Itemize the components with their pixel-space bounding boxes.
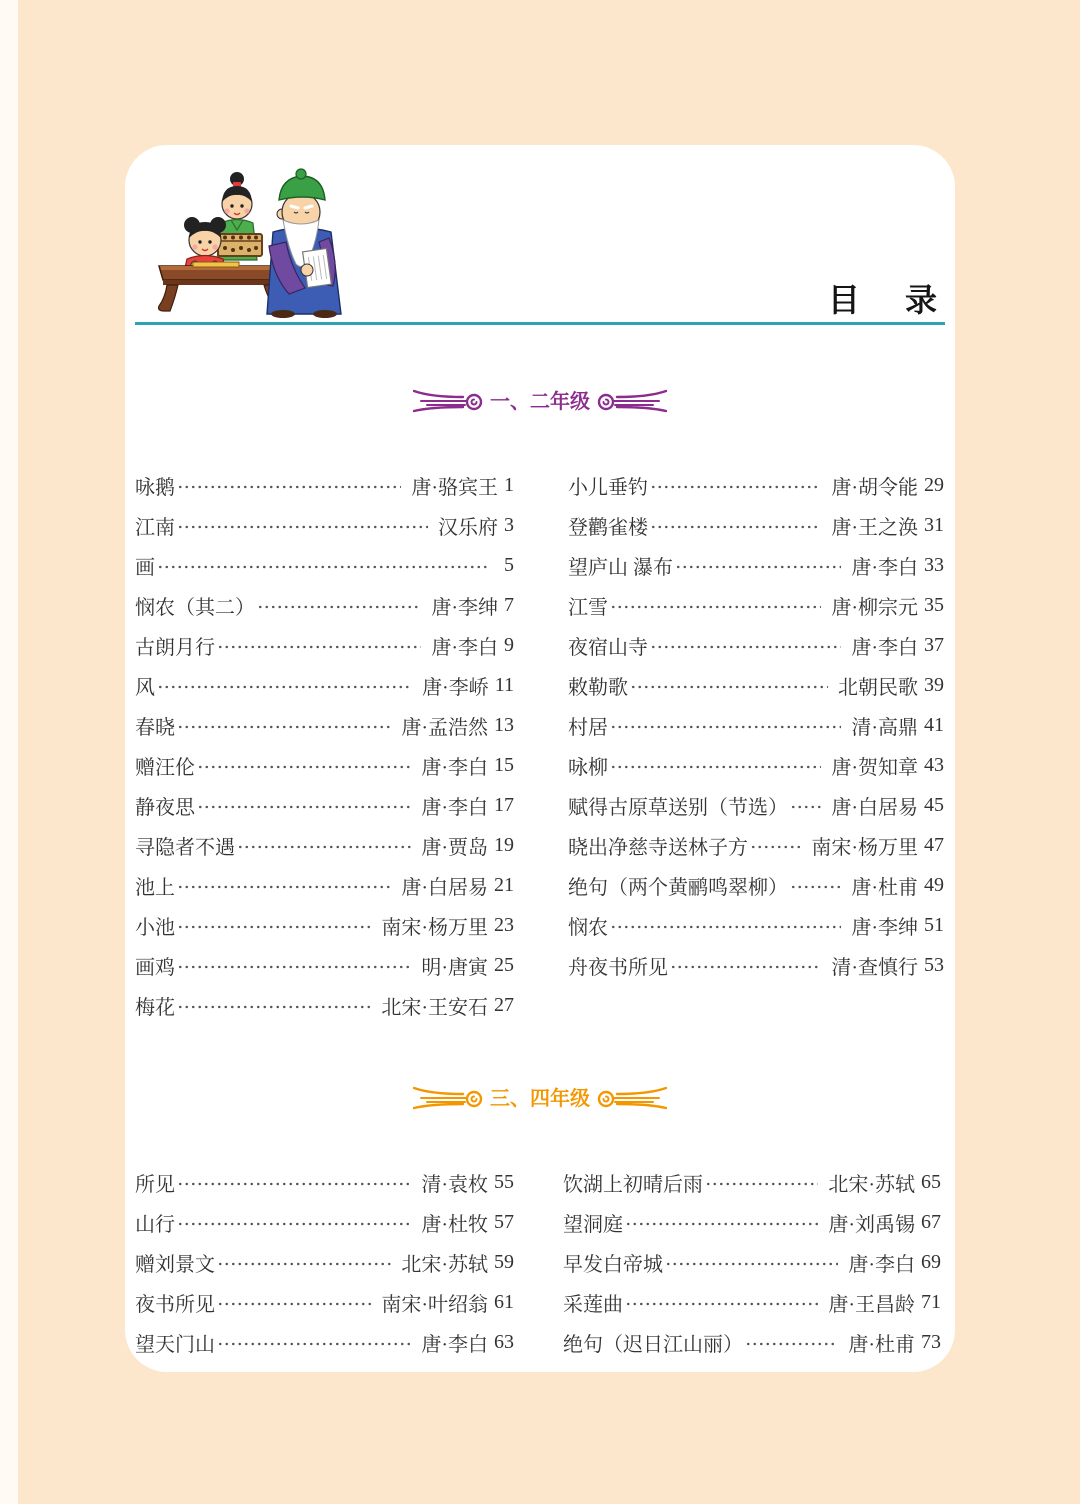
- poem-author: 唐·李白: [431, 636, 498, 659]
- dot-leader: [670, 965, 821, 969]
- poem-author: 唐·骆宾王: [411, 476, 498, 499]
- page-number: 17: [494, 793, 514, 816]
- page-number: 69: [921, 1250, 941, 1273]
- toc-entry: [135, 1322, 514, 1362]
- poem-author: 北宋·苏轼: [828, 1173, 915, 1196]
- toc-entry: [135, 625, 514, 665]
- dot-leader: [177, 1005, 371, 1009]
- dot-leader: [630, 685, 828, 689]
- page-number: 49: [924, 873, 944, 896]
- toc-entry: [568, 465, 944, 505]
- poem-title: 春晓: [135, 716, 175, 739]
- poem-author: 北朝民歌: [838, 676, 918, 699]
- toc-entry: [135, 1242, 514, 1282]
- toc-column-right: [568, 465, 944, 985]
- poem-title: 登鹳雀楼: [568, 516, 648, 539]
- dot-leader: [750, 845, 801, 849]
- page-number: 15: [494, 753, 514, 776]
- page-number: 65: [921, 1170, 941, 1193]
- dot-leader: [177, 1222, 411, 1226]
- page-number: 61: [494, 1290, 514, 1313]
- poem-author: 北宋·王安石: [381, 996, 488, 1019]
- dot-leader: [610, 605, 821, 609]
- ornament-left-icon: [413, 1085, 485, 1111]
- poem-title: 采莲曲: [563, 1293, 623, 1316]
- dot-leader: [217, 645, 421, 649]
- poem-title: 赠刘景文: [135, 1253, 215, 1276]
- dot-leader: [665, 1262, 838, 1266]
- poem-author: 唐·白居易: [401, 876, 488, 899]
- poem-title: 望洞庭: [563, 1213, 623, 1236]
- toc-entry: [563, 1202, 941, 1242]
- poem-title: 夜书所见: [135, 1293, 215, 1316]
- page-number: 53: [924, 953, 944, 976]
- toc-entry: [135, 705, 514, 745]
- dot-leader: [177, 925, 371, 929]
- dot-leader: [217, 1302, 371, 1306]
- toc-entry: [568, 545, 944, 585]
- title-rule: [135, 322, 945, 325]
- toc-entry: [568, 905, 944, 945]
- toc-entry: [568, 865, 944, 905]
- poem-title: 静夜思: [135, 796, 195, 819]
- poem-title: 寻隐者不遇: [135, 836, 235, 859]
- poem-title: 晓出净慈寺送林子方: [568, 836, 748, 859]
- section-heading-grade-1-2: [0, 386, 1080, 416]
- poem-title: 望天门山: [135, 1333, 215, 1356]
- page-number: 67: [921, 1210, 941, 1233]
- page-title: 目 录: [827, 281, 937, 319]
- page-number: 59: [494, 1250, 514, 1273]
- toc-entry: [563, 1162, 941, 1202]
- dot-leader: [650, 645, 841, 649]
- poem-title: 舟夜书所见: [568, 956, 668, 979]
- dot-leader: [610, 765, 821, 769]
- poem-author: 唐·贺知章: [831, 756, 918, 779]
- toc-entry: [568, 585, 944, 625]
- page-number: 39: [924, 673, 944, 696]
- page-number: 47: [924, 833, 944, 856]
- ornament-right-icon: [595, 388, 667, 414]
- toc-column-left: [135, 465, 514, 1025]
- page-number: 23: [494, 913, 514, 936]
- page-number: 35: [924, 593, 944, 616]
- poem-title: 悯农（其二）: [135, 596, 255, 619]
- toc-entry: [135, 1282, 514, 1322]
- page-number: 33: [924, 553, 944, 576]
- poem-author: 唐·李白: [851, 636, 918, 659]
- dot-leader: [610, 725, 841, 729]
- poem-author: 汉乐府: [438, 516, 498, 539]
- poem-author: 唐·杜甫: [848, 1333, 915, 1356]
- dot-leader: [257, 605, 421, 609]
- toc-entry: [568, 945, 944, 985]
- dot-leader: [650, 525, 821, 529]
- dot-leader: [197, 805, 411, 809]
- dot-leader: [177, 1182, 411, 1186]
- toc-entry: [568, 785, 944, 825]
- dot-leader: [790, 805, 821, 809]
- page-number: 11: [494, 673, 514, 696]
- toc-column-right: [563, 1162, 941, 1362]
- toc-entry: [568, 825, 944, 865]
- dot-leader: [705, 1182, 818, 1186]
- dot-leader: [650, 485, 821, 489]
- poem-author: 唐·李峤: [422, 676, 489, 699]
- poem-author: 清·查慎行: [831, 956, 918, 979]
- poem-author: 南宋·叶绍翁: [381, 1293, 488, 1316]
- page-number: 9: [504, 633, 514, 656]
- dot-leader: [157, 685, 412, 689]
- poem-title: 赋得古原草送别（节选）: [568, 796, 788, 819]
- toc-entry: [135, 505, 514, 545]
- poem-author: 清·高鼎: [851, 716, 918, 739]
- poem-title: 赠汪伦: [135, 756, 195, 779]
- poem-author: 唐·李白: [848, 1253, 915, 1276]
- toc-entry: [135, 585, 514, 625]
- poem-title: 夜宿山寺: [568, 636, 648, 659]
- toc-entry: [568, 745, 944, 785]
- page-number: 21: [494, 873, 514, 896]
- section-heading-label: 一、二年级: [490, 389, 590, 413]
- page-edge-strip: [0, 0, 18, 1504]
- dot-leader: [177, 485, 401, 489]
- poem-title: 咏柳: [568, 756, 608, 779]
- toc-entry: [135, 865, 514, 905]
- toc-entry: [563, 1282, 941, 1322]
- poem-author: 唐·刘禹锡: [828, 1213, 915, 1236]
- page-number: 7: [504, 593, 514, 616]
- page-number: 57: [494, 1210, 514, 1233]
- page-number: 3: [504, 513, 514, 536]
- dot-leader: [177, 965, 411, 969]
- page-number: 55: [494, 1170, 514, 1193]
- poem-title: 早发白帝城: [563, 1253, 663, 1276]
- poem-title: 村居: [568, 716, 608, 739]
- poem-author: 唐·李白: [421, 1333, 488, 1356]
- poem-title: 古朗月行: [135, 636, 215, 659]
- poem-author: 唐·王昌龄: [828, 1293, 915, 1316]
- poem-author: 唐·贾岛: [421, 836, 488, 859]
- poem-title: 绝句（迟日江山丽）: [563, 1333, 743, 1356]
- toc-entry: [135, 665, 514, 705]
- page-number: 1: [504, 473, 514, 496]
- ornament-left-icon: [413, 388, 485, 414]
- poem-title: 咏鹅: [135, 476, 175, 499]
- page-number: 71: [921, 1290, 941, 1313]
- toc-entry: [135, 985, 514, 1025]
- poem-title: 画鸡: [135, 956, 175, 979]
- poem-title: 饮湖上初晴后雨: [563, 1173, 703, 1196]
- page-number: 13: [494, 713, 514, 736]
- poem-author: 南宋·杨万里: [381, 916, 488, 939]
- dot-leader: [745, 1342, 838, 1346]
- teacher-and-children-illustration: [155, 168, 345, 318]
- toc-entry: [135, 905, 514, 945]
- dot-leader: [625, 1222, 818, 1226]
- poem-author: 唐·柳宗元: [831, 596, 918, 619]
- dot-leader: [237, 845, 411, 849]
- page-number: 5: [504, 553, 514, 576]
- toc-entry: [135, 545, 514, 585]
- poem-title: 画: [135, 556, 155, 579]
- page-number: 41: [924, 713, 944, 736]
- poem-title: 池上: [135, 876, 175, 899]
- toc-entry: [135, 825, 514, 865]
- boy-figure: [217, 172, 262, 260]
- toc-entry: [568, 665, 944, 705]
- page-number: 43: [924, 753, 944, 776]
- poem-title: 江雪: [568, 596, 608, 619]
- page-number: 73: [921, 1330, 941, 1353]
- toc-entry: [135, 745, 514, 785]
- dot-leader: [790, 885, 841, 889]
- poem-author: 唐·孟浩然: [401, 716, 488, 739]
- toc-column-left: [135, 1162, 514, 1362]
- old-scholar-figure: [267, 169, 341, 318]
- toc-entry: [568, 705, 944, 745]
- poem-author: 清·袁枚: [421, 1173, 488, 1196]
- poem-author: 唐·李绅: [851, 916, 918, 939]
- page-number: 45: [924, 793, 944, 816]
- page-number: 51: [924, 913, 944, 936]
- poem-title: 所见: [135, 1173, 175, 1196]
- dot-leader: [197, 765, 411, 769]
- toc-entry: [135, 1202, 514, 1242]
- dot-leader: [217, 1342, 411, 1346]
- dot-leader: [217, 1262, 391, 1266]
- toc-entry: [568, 505, 944, 545]
- dot-leader: [610, 925, 841, 929]
- ornament-right-icon: [595, 1085, 667, 1111]
- poem-title: 悯农: [568, 916, 608, 939]
- poem-author: 唐·李白: [421, 796, 488, 819]
- poem-author: 唐·李白: [421, 756, 488, 779]
- section-heading-grade-3-4: [0, 1083, 1080, 1113]
- toc-entry: [568, 625, 944, 665]
- poem-title: 梅花: [135, 996, 175, 1019]
- poem-author: 唐·白居易: [831, 796, 918, 819]
- page-number: 29: [924, 473, 944, 496]
- poem-author: 北宋·苏轼: [401, 1253, 488, 1276]
- poem-author: 唐·李绅: [431, 596, 498, 619]
- poem-author: 唐·杜牧: [421, 1213, 488, 1236]
- toc-entry: [135, 465, 514, 505]
- dot-leader: [177, 725, 391, 729]
- poem-title: 望庐山 瀑布: [568, 556, 673, 579]
- section-heading-label: 三、四年级: [490, 1086, 590, 1110]
- dot-leader: [177, 525, 428, 529]
- poem-author: 南宋·杨万里: [811, 836, 918, 859]
- dot-leader: [625, 1302, 818, 1306]
- page-number: 37: [924, 633, 944, 656]
- dot-leader: [177, 885, 391, 889]
- dot-leader: [157, 565, 488, 569]
- poem-author: 唐·李白: [851, 556, 918, 579]
- toc-entry: [135, 945, 514, 985]
- poem-author: 唐·胡令能: [831, 476, 918, 499]
- poem-author: 明·唐寅: [421, 956, 488, 979]
- poem-title: 小池: [135, 916, 175, 939]
- page-number: 31: [924, 513, 944, 536]
- poem-title: 山行: [135, 1213, 175, 1236]
- toc-entry: [563, 1322, 941, 1362]
- toc-entry: [135, 785, 514, 825]
- poem-title: 风: [135, 676, 155, 699]
- page-number: 27: [494, 993, 514, 1016]
- page-number: 25: [494, 953, 514, 976]
- poem-title: 绝句（两个黄鹂鸣翠柳）: [568, 876, 788, 899]
- page-number: 19: [494, 833, 514, 856]
- poem-author: 唐·杜甫: [851, 876, 918, 899]
- dot-leader: [675, 565, 841, 569]
- page-number: 63: [494, 1330, 514, 1353]
- poem-title: 敕勒歌: [568, 676, 628, 699]
- poem-title: 小儿垂钓: [568, 476, 648, 499]
- toc-entry: [563, 1242, 941, 1282]
- toc-entry: [135, 1162, 514, 1202]
- poem-title: 江南: [135, 516, 175, 539]
- poem-author: 唐·王之涣: [831, 516, 918, 539]
